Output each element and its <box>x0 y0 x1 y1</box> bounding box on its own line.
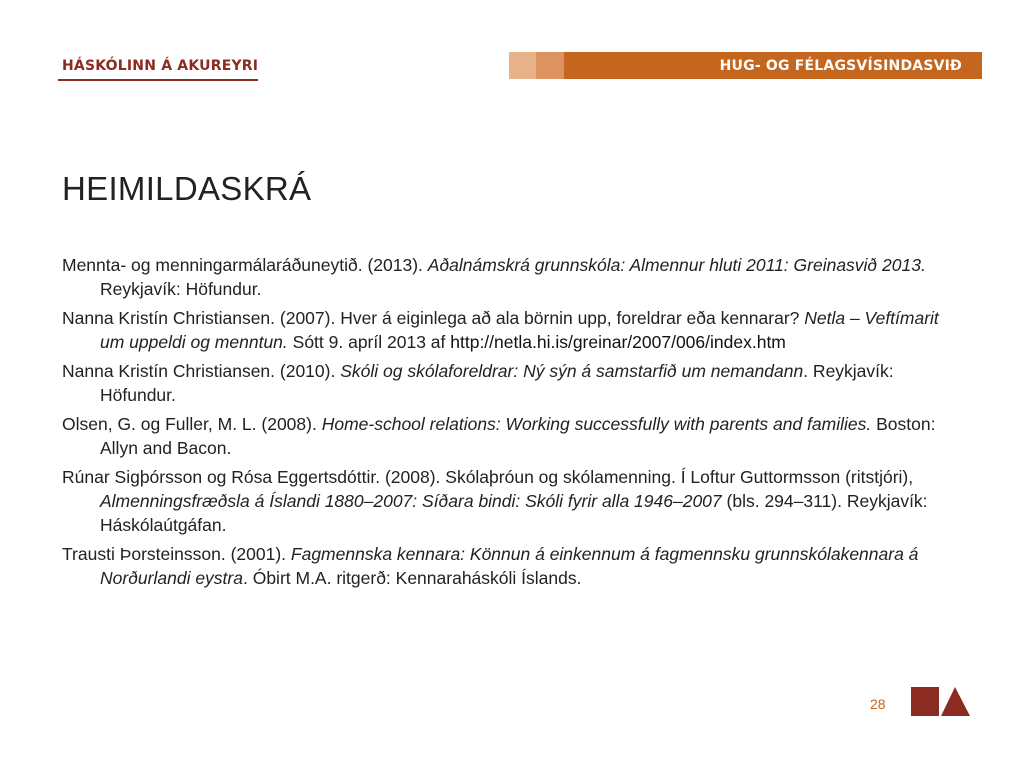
reference-text: Olsen, G. og Fuller, M. L. (2008). <box>62 414 322 434</box>
reference-text: . Óbirt M.A. ritgerð: Kennaraháskóli Íslands. <box>242 568 582 588</box>
reference-item <box>62 253 962 301</box>
reference-text: (bls. 294–311). Reykjavík: Háskólaútgáfan. <box>100 491 928 535</box>
slide-title: HEIMILDASKRÁ <box>62 170 312 207</box>
reference-text: . Reykjavík: Höfundur. <box>100 361 894 405</box>
reference-item <box>62 359 962 407</box>
university-name: HÁSKÓLINN Á AKUREYRI <box>62 58 259 74</box>
reference-title: Almenningsfræðsla á Íslandi 1880–2007: Síðara bindi: Skóli fyrir alla 1946–2007 <box>100 491 722 511</box>
reference-list <box>62 253 962 595</box>
logo-triangle <box>941 687 970 716</box>
page-number: 28 <box>870 696 886 712</box>
reference-title: Aðalnámskrá grunnskóla: Almennur hluti 2011: Greinasvið 2013. <box>427 255 926 275</box>
reference-title: Fagmennska kennara: Könnun á einkennum á fagmennsku grunnskólakennara á Norðurlandi eystra <box>100 544 919 588</box>
reference-link[interactable]: http://netla.hi.is/greinar/2007/006/index.htm <box>450 332 786 352</box>
reference-item <box>62 306 962 354</box>
reference-text: Reykjavík: Höfundur. <box>100 279 262 299</box>
reference-text: Nanna Kristín Christiansen. (2010). <box>62 361 341 381</box>
reference-title: Netla – Veftímarit um uppeldi og menntun. <box>100 308 939 352</box>
reference-title: Home-school relations: Working successfully with parents and families. <box>321 414 872 434</box>
university-underline <box>58 79 258 81</box>
reference-text: Boston: Allyn and Bacon. <box>100 414 936 458</box>
logo-square <box>911 687 939 716</box>
reference-item <box>62 465 962 537</box>
header-bar-mid-segment <box>536 52 564 79</box>
reference-title: Skóli og skólaforeldrar: Ný sýn á samstarfið um nemandann <box>340 361 804 381</box>
reference-item <box>62 542 962 590</box>
reference-text: Sótt 9. apríl 2013 af <box>287 332 451 352</box>
reference-text: Rúnar Sigþórsson og Rósa Eggertsdóttir. (2008). Skólaþróun og skólamenning. Í Loftur Guttormsson (ritstjóri), <box>62 467 914 487</box>
reference-text: Trausti Þorsteinsson. (2001). <box>62 544 291 564</box>
faculty-name: HUG- OG FÉLAGSVÍSINDASVIÐ <box>719 58 962 74</box>
unak-logo-icon <box>911 687 971 717</box>
reference-text: Mennta- og menningarmálaráðuneytið. (2013). <box>62 255 428 275</box>
reference-text: Nanna Kristín Christiansen. (2007). Hver á eiginlega að ala börnin upp, foreldrar eða kennarar? <box>62 308 805 328</box>
header-bar-light-segment <box>509 52 536 79</box>
reference-item <box>62 412 962 460</box>
